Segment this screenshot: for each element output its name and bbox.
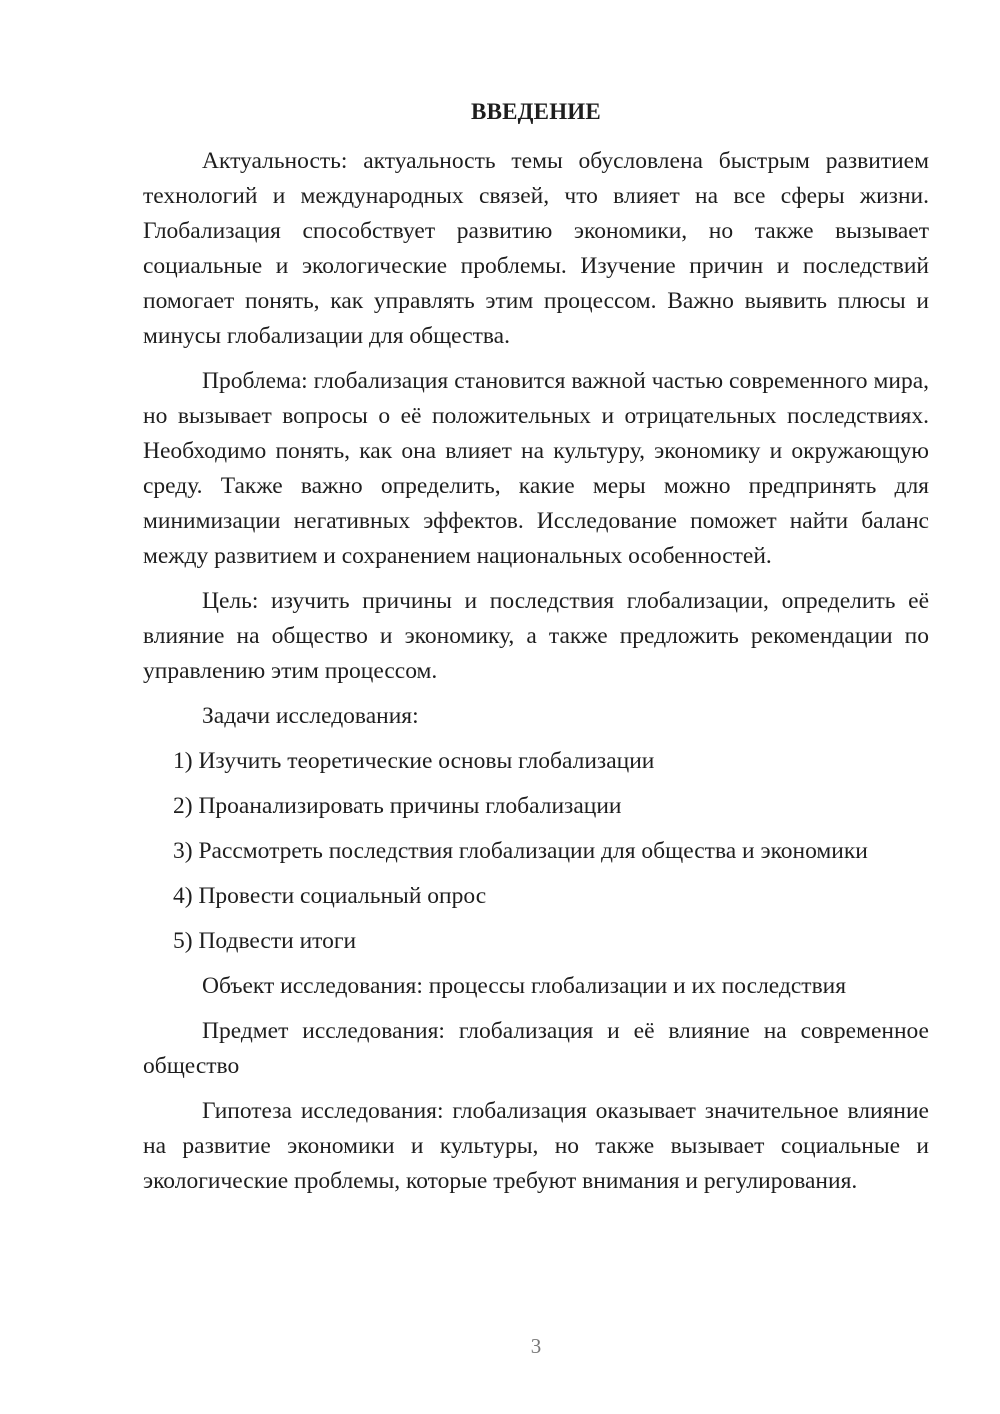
section-title: ВВЕДЕНИЕ <box>471 99 601 124</box>
paragraph-goal: Цель: изучить причины и последствия глобализации, определить её влияние на общество и экономику, а также предложить рекомендации по управлению этим процессом. <box>143 588 929 684</box>
tasks-list <box>143 744 929 959</box>
paragraph-relevance: Актуальность: актуальность темы обусловлена быстрым развитием технологий и международных связей, что влияет на все сферы жизни. Глобализация способствует развитию экономики, но также вызывает социальные и экологические проблемы. Изучение причин и последствий помогает понять, как управлять этим процессом. Важно выявить плюсы и минусы глобализации для общества. <box>143 148 929 349</box>
tasks-heading: Задачи исследования: <box>202 703 419 729</box>
list-item: 2) Проанализировать причины глобализации <box>173 793 622 819</box>
list-item: 5) Подвести итоги <box>173 928 357 954</box>
list-item: 4) Провести социальный опрос <box>173 883 487 909</box>
page-number: 3 <box>530 1334 542 1358</box>
document-page <box>143 0 929 1414</box>
list-item: 1) Изучить теоретические основы глобализации <box>173 748 655 774</box>
document-body <box>143 144 929 1209</box>
paragraph-hypothesis: Гипотеза исследования: глобализация оказывает значительное влияние на развитие экономики и культуры, но также вызывает социальные и экологические проблемы, которые требуют внимания и регулирования. <box>143 1098 929 1194</box>
paragraph-subject: Предмет исследования: глобализация и её влияние на современное общество <box>143 1018 929 1079</box>
list-item: 3) Рассмотреть последствия глобализации для общества и экономики <box>173 838 868 864</box>
paragraph-object: Объект исследования: процессы глобализации и их последствия <box>202 973 847 999</box>
paragraph-problem: Проблема: глобализация становится важной частью современного мира, но вызывает вопросы о её положительных и отрицательных последствиях. Необходимо понять, как она влияет на культуру, экономику и окружающую среду. Также важно определить, какие меры можно предпринять для минимизации негативных эффектов. Исследование поможет найти баланс между развитием и сохранением национальных особенностей. <box>143 368 929 569</box>
